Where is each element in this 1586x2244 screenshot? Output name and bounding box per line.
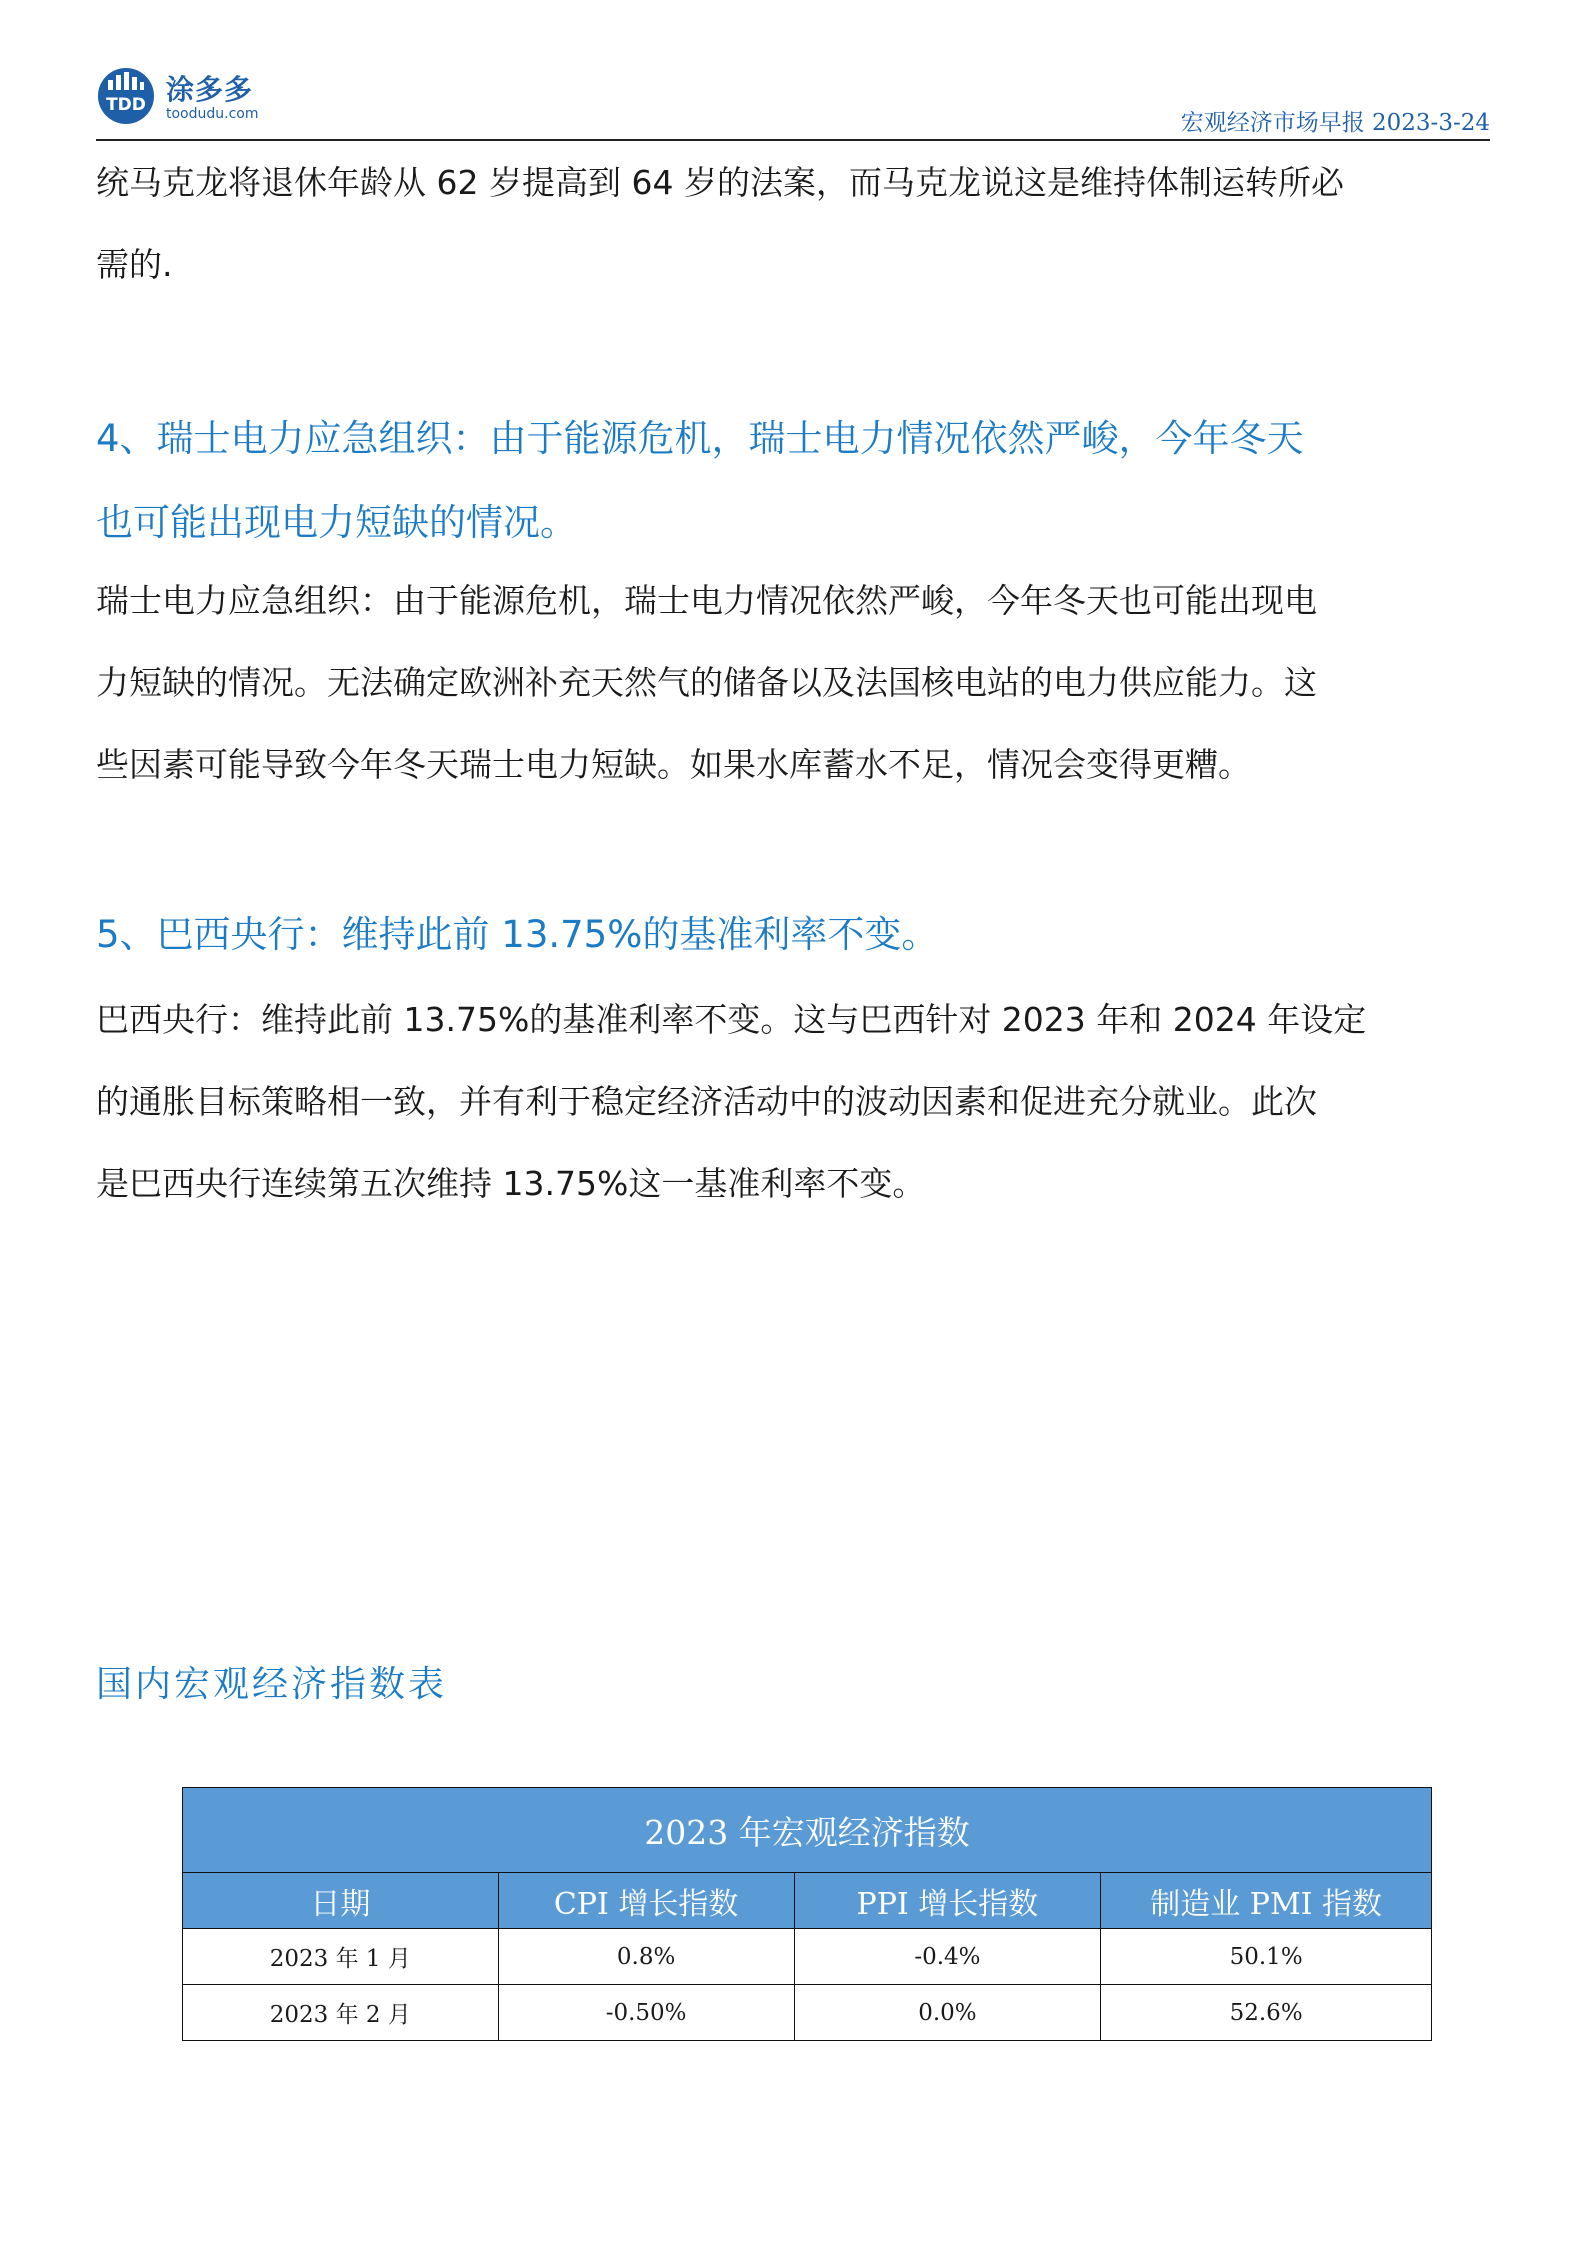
table-caption: 国内宏观经济指数表 — [96, 1664, 448, 1705]
column-header-cpi: CPI 增长指数 — [498, 1873, 794, 1929]
logo-brand-name: 涂多多 — [166, 73, 254, 106]
brand-logo — [96, 66, 266, 126]
cell-date: 2023 年 2 月 — [183, 1985, 499, 2041]
table-title-row — [183, 1788, 1432, 1873]
column-header-ppi: PPI 增长指数 — [794, 1873, 1101, 1929]
table-header-row — [183, 1873, 1432, 1929]
cell-date: 2023 年 1 月 — [183, 1929, 499, 1985]
macro-index-table — [182, 1787, 1432, 2041]
column-header-pmi: 制造业 PMI 指数 — [1101, 1873, 1432, 1929]
cell-cpi: 0.8% — [498, 1929, 794, 1985]
section5-heading — [96, 893, 1506, 977]
intro-line-1: 统马克龙将退休年龄从 62 岁提高到 64 岁的法案，而马克龙说这是维持体制运转所必 — [96, 163, 1344, 202]
section5-heading-line-1: 5、巴西央行：维持此前 13.75%的基准利率不变。 — [96, 913, 939, 956]
section4-body-line-2: 力短缺的情况。无法确定欧洲补充天然气的储备以及法国核电站的电力供应能力。这 — [96, 663, 1317, 702]
section5-body-line-2: 的通胀目标策略相一致，并有利于稳定经济活动中的波动因素和促进充分就业。此次 — [96, 1082, 1317, 1121]
table-row — [183, 1929, 1432, 1985]
section4-heading-line-1: 4、瑞士电力应急组织：由于能源危机，瑞士电力情况依然严峻，今年冬天 — [96, 417, 1304, 460]
table-title: 2023 年宏观经济指数 — [183, 1788, 1432, 1873]
logo-domain: toodudu.com — [166, 106, 259, 122]
section4-body-line-3: 些因素可能导致今年冬天瑞士电力短缺。如果水库蓄水不足，情况会变得更糟。 — [96, 745, 1251, 784]
report-title: 宏观经济市场早报 2023-3-24 — [1180, 110, 1490, 136]
logo-badge-text: TDD — [106, 95, 146, 115]
intro-paragraph — [96, 142, 1496, 306]
section4-heading — [96, 397, 1506, 565]
header-divider — [96, 139, 1490, 141]
cell-pmi: 52.6% — [1101, 1985, 1432, 2041]
logo-badge-icon — [96, 66, 156, 126]
section4-body — [96, 560, 1496, 806]
column-header-date: 日期 — [183, 1873, 499, 1929]
section5-body-line-1: 巴西央行：维持此前 13.75%的基准利率不变。这与巴西针对 2023 年和 2024 年设定 — [96, 1000, 1367, 1039]
cell-ppi: 0.0% — [794, 1985, 1101, 2041]
table-row — [183, 1985, 1432, 2041]
cell-ppi: -0.4% — [794, 1929, 1101, 1985]
intro-line-2: 需的. — [96, 245, 173, 284]
cell-cpi: -0.50% — [498, 1985, 794, 2041]
section4-heading-line-2: 也可能出现电力短缺的情况。 — [96, 501, 577, 544]
section5-body — [96, 979, 1496, 1225]
section5-body-line-3: 是巴西央行连续第五次维持 13.75%这一基准利率不变。 — [96, 1164, 926, 1203]
section4-body-line-1: 瑞士电力应急组织：由于能源危机，瑞士电力情况依然严峻，今年冬天也可能出现电 — [96, 581, 1317, 620]
cell-pmi: 50.1% — [1101, 1929, 1432, 1985]
